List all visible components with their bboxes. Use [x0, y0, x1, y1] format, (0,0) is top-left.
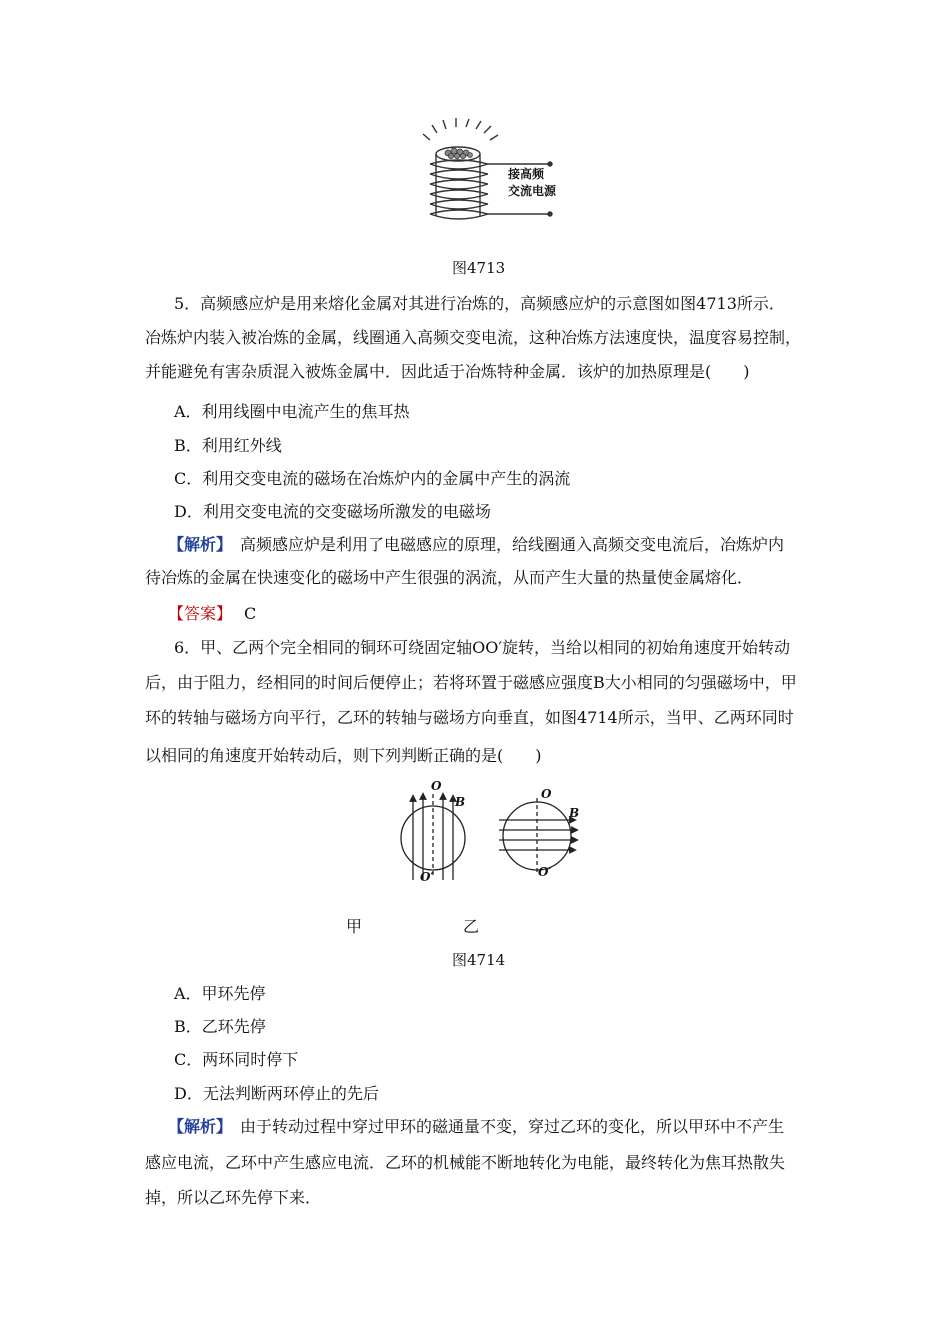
yi-axis-top-label: O: [541, 787, 552, 801]
q6-option-b: B．乙环先停: [174, 1017, 266, 1036]
q5-answer: C: [244, 604, 257, 623]
jia-axis-bottom-label: O′: [420, 870, 434, 884]
figure-4714-caption: 图4714: [452, 951, 506, 969]
q6-line1: 6．甲、乙两个完全相同的铜环可绕固定轴OO′旋转，当给以相同的初始角速度开始转动: [174, 638, 791, 657]
q6-line3: 环的转轴与磁场方向平行，乙环的转轴与磁场方向垂直，如图4714所示，当甲、乙两环同时: [145, 708, 794, 727]
q5-answer-line: [168, 604, 836, 624]
q5-option-d: D．利用交变电流的交变磁场所激发的电磁场: [174, 502, 491, 521]
q5-analysis-tag: 【解析】: [168, 535, 225, 554]
ring-yi: [499, 798, 575, 874]
q6-analysis-line2: 感应电流，乙环中产生感应电流．乙环的机械能不断地转化为电能，最终转化为焦耳热散失: [145, 1153, 786, 1172]
q6-analysis-line3: 掉，所以乙环先停下来．: [145, 1188, 322, 1207]
figure-4713-caption: 图4713: [452, 259, 506, 277]
furnace-label-line2: 交流电源: [508, 184, 557, 198]
q6-option-d: D．无法判断两环停止的先后: [174, 1084, 379, 1103]
q5-option-a: A．利用线圈中电流产生的焦耳热: [174, 402, 410, 421]
q5-analysis-line1: [168, 535, 813, 555]
q5-option-c: C．利用交变电流的磁场在冶炼炉内的金属中产生的涡流: [174, 469, 571, 488]
yi-field-label: B: [569, 806, 580, 820]
q5-analysis-text1: 高频感应炉是利用了电磁感应的原理，给线圈通入高频交变电流后，冶炼炉内: [224, 535, 785, 554]
yi-caption: 乙: [463, 917, 480, 936]
q5-line1: 5．高频感应炉是用来熔化金属对其进行冶炼的，高频感应炉的示意图如图4713所示．: [174, 294, 785, 313]
q5-analysis-line2: 待冶炼的金属在快速变化的磁场中产生很强的涡流，从而产生大量的热量使金属熔化．: [145, 568, 754, 587]
yi-axis-bottom-label: O′: [538, 865, 552, 879]
q6-analysis-tag: 【解析】: [168, 1117, 225, 1136]
q6-option-a: A．甲环先停: [174, 984, 266, 1003]
jia-caption: 甲: [346, 917, 363, 936]
q6-analysis-text1: 由于转动过程中穿过甲环的磁通量不变，穿过乙环的变化，所以甲环中不产生: [224, 1117, 785, 1136]
q6-line4: 以相同的角速度开始转动后，则下列判断正确的是( ): [145, 746, 542, 765]
jia-axis-top-label: O: [431, 779, 442, 793]
q6-option-c: C．两环同时停下: [174, 1050, 299, 1069]
induction-furnace-figure: [410, 118, 570, 230]
q6-line2: 后，由于阻力，经相同的时间后便停止；若将环置于磁感应强度B大小相同的匀强磁场中，甲: [145, 673, 797, 692]
q5-answer-tag: 【答案】: [168, 604, 233, 623]
q5-line3: 并能避免有害杂质混入被炼金属中．因此适于冶炼特种金属．该炉的加热原理是( ): [145, 362, 750, 381]
q5-option-b: B．利用红外线: [174, 436, 282, 455]
furnace-label-line1: 接高频: [508, 167, 545, 181]
q6-analysis-line1: [168, 1117, 813, 1137]
jia-field-label: B: [455, 795, 466, 809]
q5-line2: 冶炼炉内装入被冶炼的金属，线圈通入高频交变电流，这种冶炼方法速度快，温度容易控制，: [145, 328, 802, 347]
